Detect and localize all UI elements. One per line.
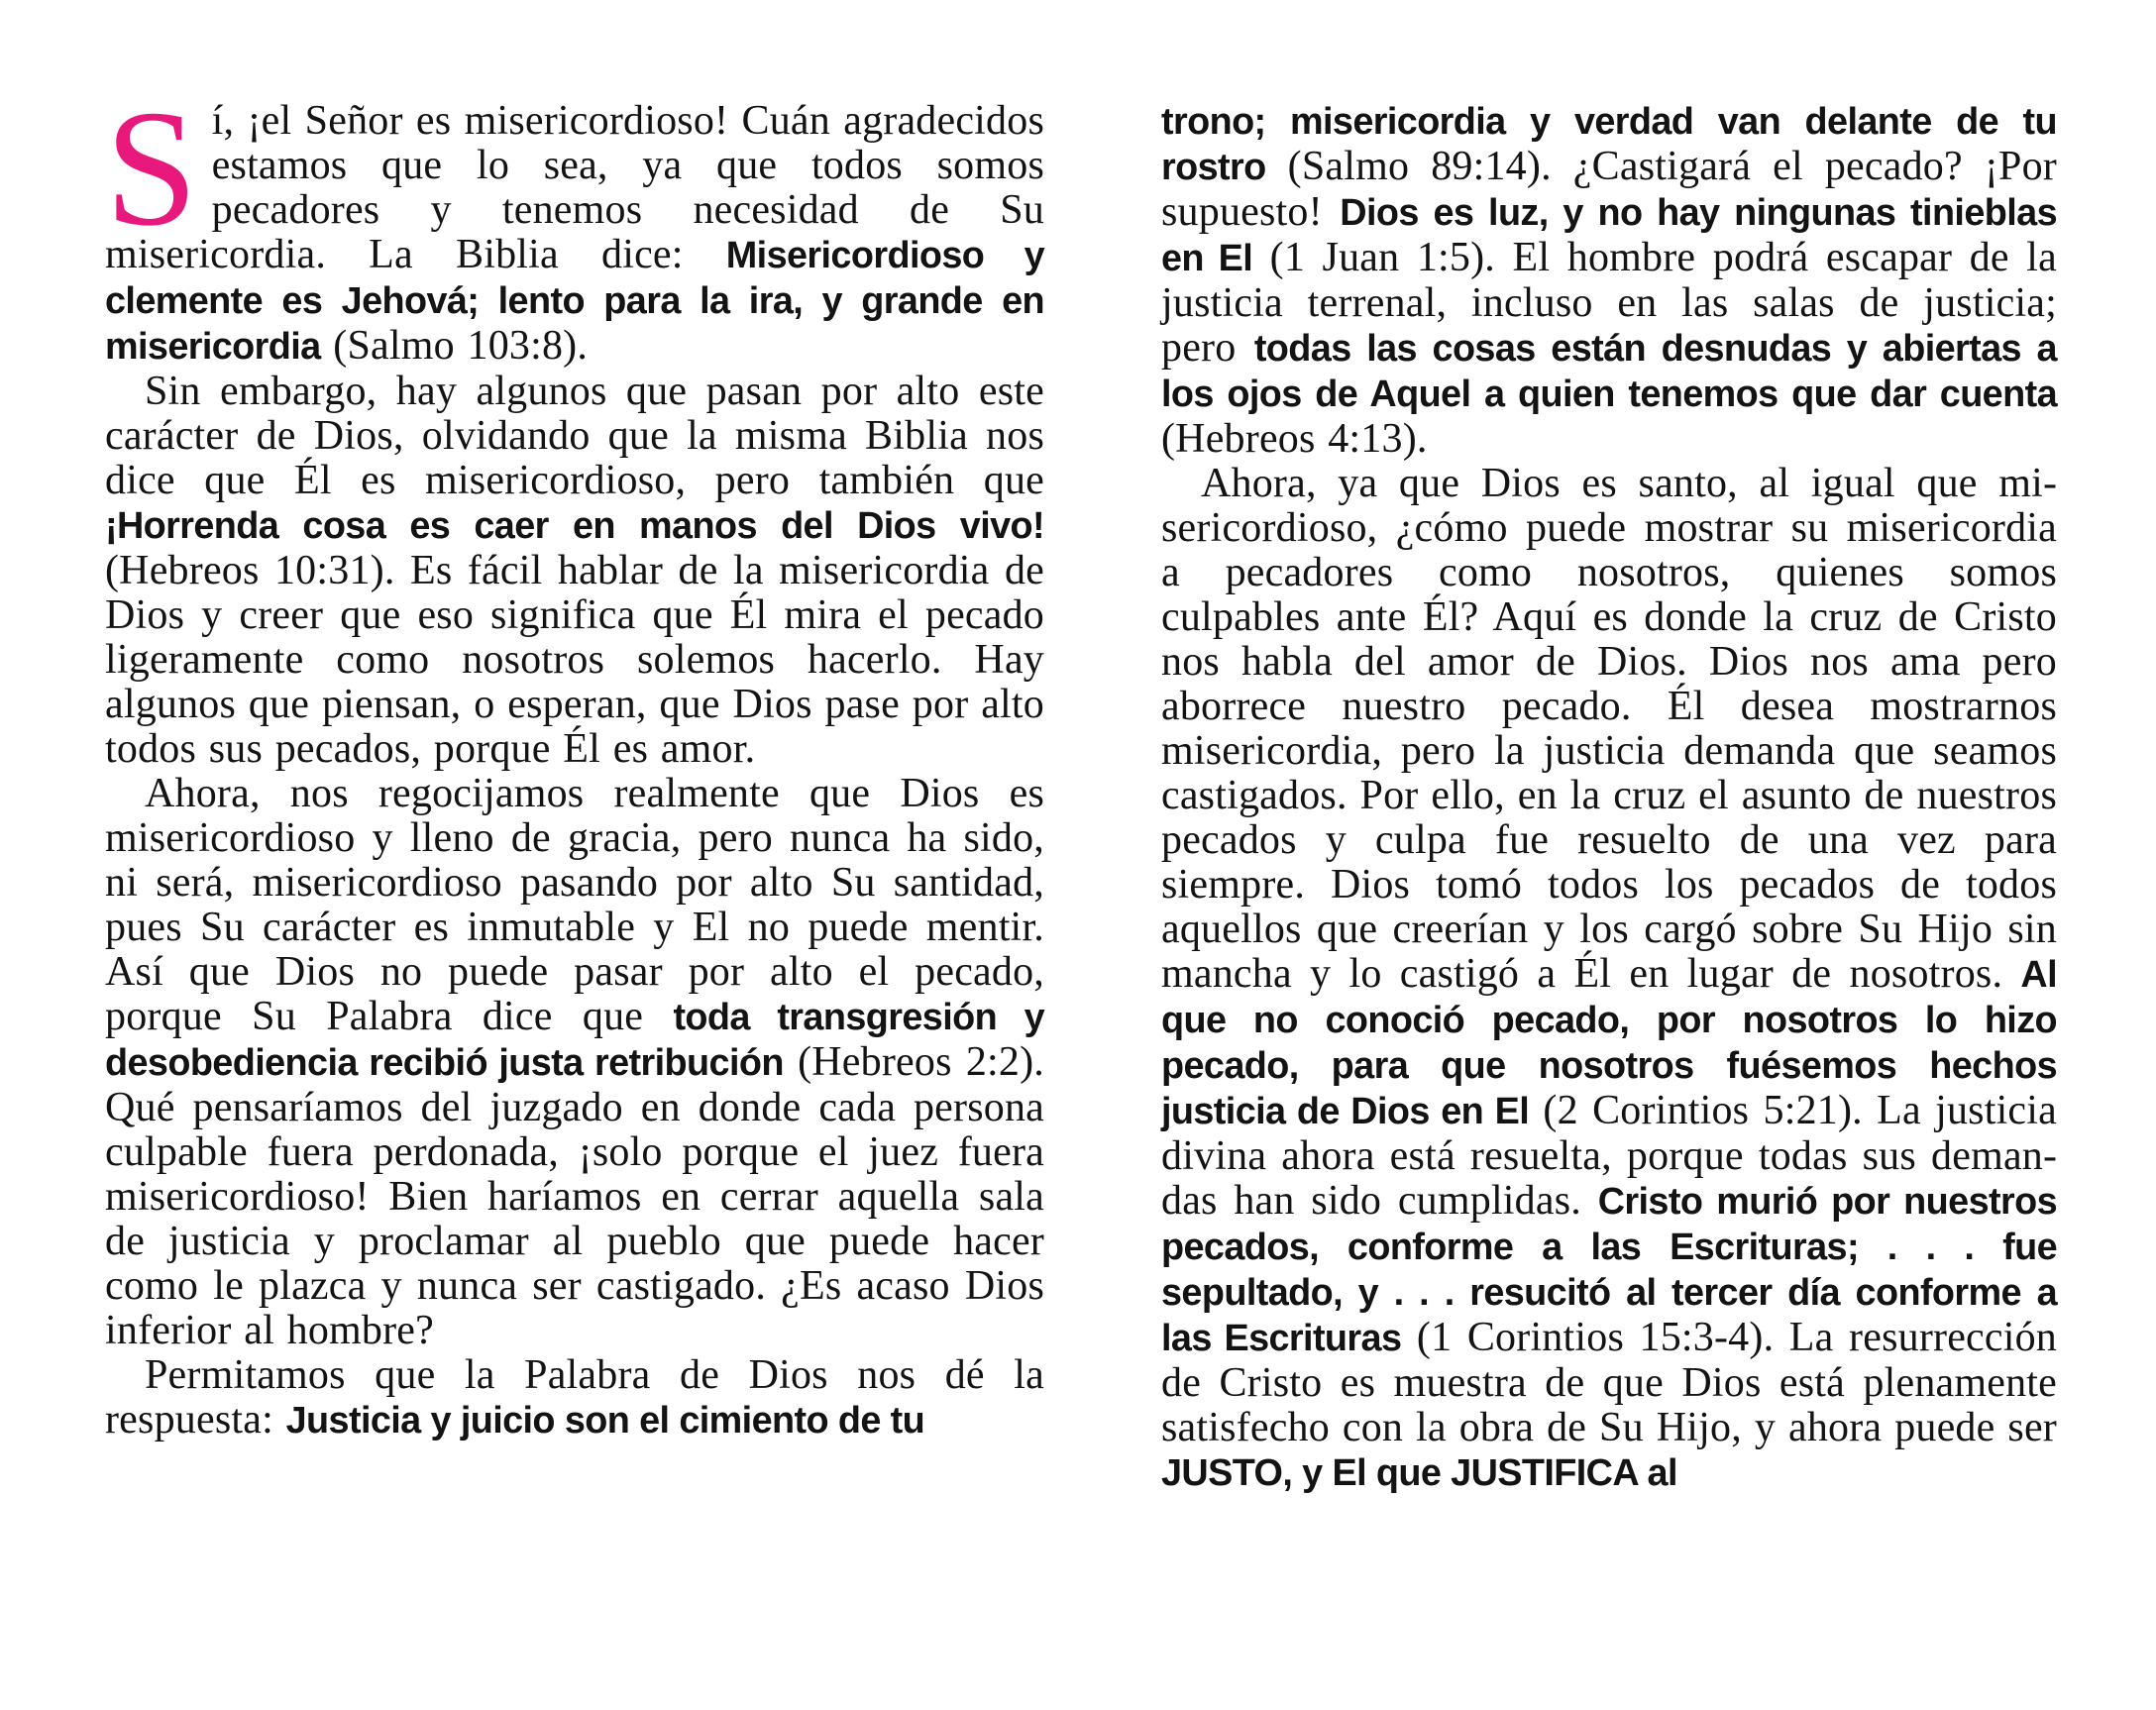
scripture-quote: JUSTO, y El que JUSTIFICA al — [1161, 1452, 1677, 1494]
body-text: (Hebreos 4:13). — [1161, 416, 1428, 462]
body-text: (1 Juan 1:5). El hombre podrá escapar de la justicia terrenal, incluso en las salas de justicia; pero — [1161, 235, 2057, 371]
paragraph — [105, 76, 1045, 370]
body-text: Sin embargo, hay algunos que pasan por alto este carácter de Dios, olvidando que la misma Biblia nos dice que Él es misericordioso, pero también que — [105, 369, 1044, 503]
scripture-quote: todas las cosas están desnudas y abiertas a los ojos de Aquel a quien tenemos que dar cuenta — [1161, 328, 2057, 415]
scripture-quote: toda transgresión y desobediencia recibió justa retribución — [105, 997, 1044, 1084]
text-column-left — [105, 76, 1045, 1496]
paragraph — [105, 772, 1044, 1353]
body-text: (Hebreos 2:2). Qué pensaríamos del juzgado en donde cada persona culpable fuera perdonada, ¡solo porque el juez fuera misericordioso! Bien haríamos en cerrar aquella sala de justicia y proclamar al pueblo que puede hacer como le plazca y nunca ser castigado. ¿Es acaso Dios inferior al hombre? — [105, 1039, 1045, 1353]
body-text: Permitamos que la Palabra de Dios nos dé la respuesta: — [105, 1352, 1044, 1443]
body-text: (Salmo 89:14). ¿Castigará el pecado? ¡Por supuesto! — [1161, 144, 2057, 235]
paragraph — [1161, 462, 2057, 1496]
paragraph — [105, 370, 1044, 772]
scripture-quote: ¡Horrenda cosa es caer en manos del Dios vivo! — [105, 505, 1044, 547]
text-column-right — [1161, 99, 2057, 1496]
paragraph — [105, 1353, 1044, 1443]
scripture-quote: trono; misericordia y verdad van delante de tu rostro — [1161, 101, 2057, 188]
body-text: (2 Corintios 5:21). La justicia divina ahora está resuelta, porque todas sus demandas han sido cumplidas. — [1161, 1088, 2057, 1224]
body-text: í, ¡el Señor es misericordioso! Cuán agradecidos estamos que lo sea, ya que todos somos pecadores y tenemos necesidad de Su misericordia. La Biblia dice: — [105, 98, 1044, 277]
body-text: (1 Corintios 15:3-4). La resurrección de Cristo es muestra de que Dios está plenamente satisfecho con la obra de Su Hijo, y ahora puede ser — [1161, 1315, 2057, 1450]
scripture-quote: Justicia y juicio son el cimiento de tu — [285, 1400, 925, 1442]
scripture-quote: Dios es luz, y no hay ningunas tinieblas en El — [1161, 192, 2057, 279]
body-text: (Salmo 103:8). — [320, 323, 589, 369]
body-text: Ahora, nos regocijamos realmente que Dios es misericordioso y lleno de gracia, pero nunca ha sido, ni será, misericordioso pasando por alto Su santidad, pues Su carácter es inmutable y El no puede mentir. Así que Dios no puede pasar por alto el pecado, porque Su Palabra dice que — [105, 771, 1044, 1039]
scripture-quote: Al que no conoció pecado, por nosotros lo hizo pecado, para que nosotros fuésemos hechos justicia de Dios en El — [1161, 954, 2057, 1132]
body-text: Ahora, ya que Dios es santo, al igual que misericordioso, ¿cómo puede mostrar su misericordia a pecadores como nosotros, quienes somos culpables ante Él? Aquí es donde la cruz de Cristo nos habla del amor de Dios. Dios nos ama pero aborrece nuestro pecado. Él desea mostrarnos misericordia, pero la justicia demanda que seamos castigados. Por ello, en la cruz el asunto de nuestros pecados y culpa fue resuelto de una vez para siempre. Dios tomó todos los pecados de todos aquellos que creerían y los cargó sobre Su Hijo sin mancha y lo castigó a Él en lugar de nosotros. — [1161, 461, 2057, 997]
scripture-quote: Misericordioso y clemente es Jehová; lento para la ira, y grande en misericordia — [105, 235, 1045, 368]
paragraph — [1161, 99, 2057, 462]
body-text: (Hebreos 10:31). Es fácil hablar de la misericordia de Dios y creer que eso significa que Él mira el pecado ligeramente como nosotros solemos hacerlo. Hay algunos que piensan, o esperan, que Dios pase por alto todos sus pecados, porque Él es amor. — [105, 548, 1044, 772]
scripture-quote: Cristo murió por nuestros pecados, conforme a las Escrituras; . . . fue sepultado, y . . . resucitó al tercer día conforme a las Escrituras — [1161, 1181, 2057, 1359]
dropcap-letter: S — [105, 76, 198, 261]
